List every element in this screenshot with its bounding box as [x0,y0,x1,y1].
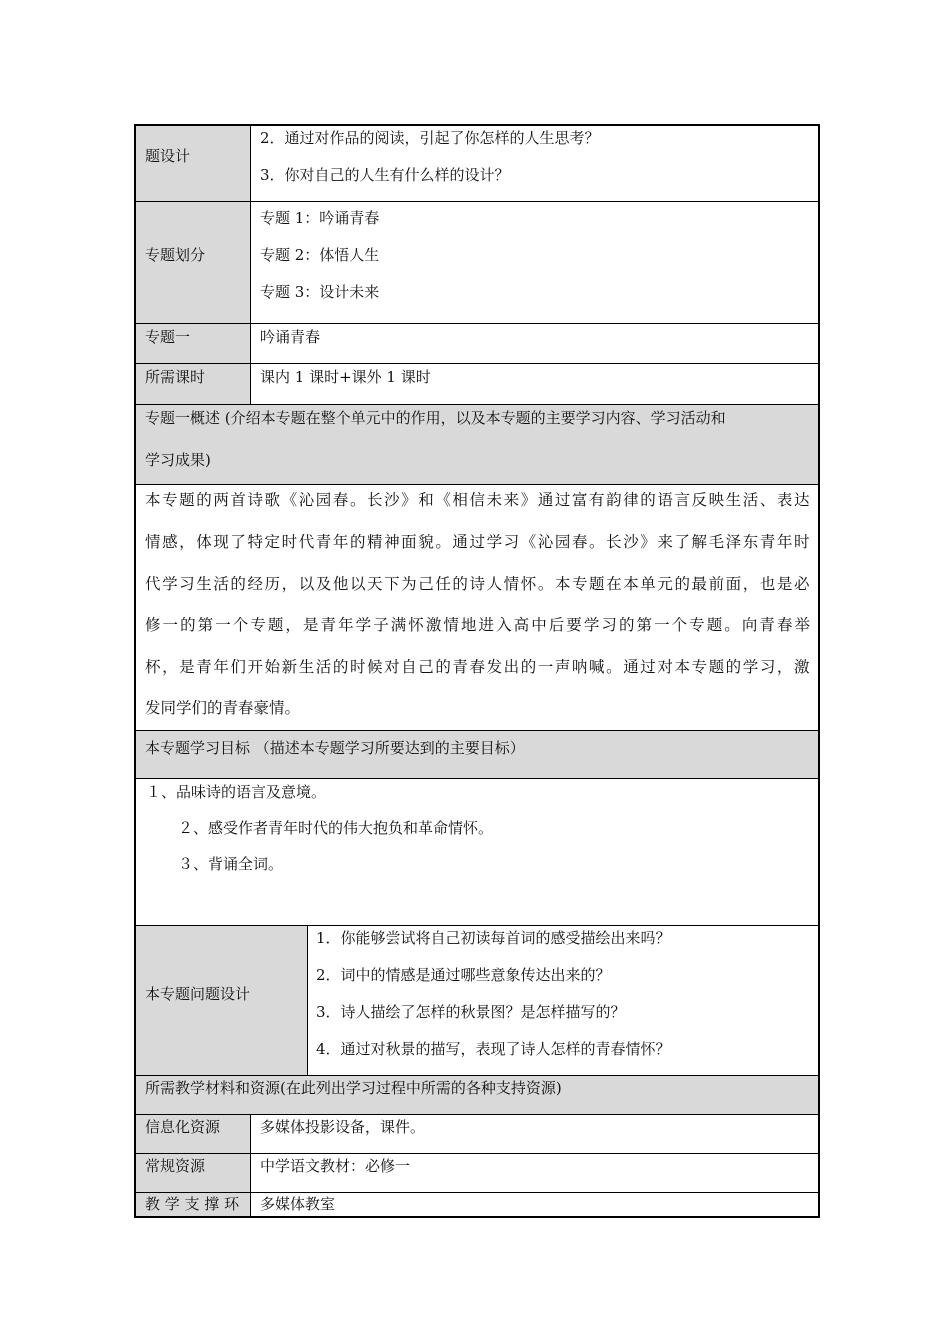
resource-value-cell [250,1192,819,1217]
design-label: 题设计 [145,147,191,165]
resources-header: 所需教学材料和资源(在此列出学习过程中所需的各种支持资源) [145,1079,562,1097]
resource-value: 多媒体投影设备，课件。 [260,1118,426,1136]
goal-item: ３、背诵全词。 [178,855,284,873]
division-label: 专题划分 [145,246,206,264]
division-item-1: 专题 1：吟诵青春 [260,209,380,227]
division-item-3: 专题 3：设计未来 [260,283,380,301]
resource-label: 教 学 支 撑 环 [145,1195,240,1213]
questions-label: 本专题问题设计 [145,985,251,1003]
goal-item: １、品味诗的语言及意境。 [146,783,327,801]
overview-header-line-1: 专题一概述 (介绍本专题在整个单元中的作用，以及本专题的主要学习内容、学习活动和 [145,409,726,427]
hours-value: 课内 1 课时+课外 1 课时 [260,368,431,386]
goals-header: 本专题学习目标 （描述本专题学习所要达到的主要目标） [145,739,525,757]
division-item-2: 专题 2：体悟人生 [260,246,380,264]
goal-item: ２、感受作者青年时代的伟大抱负和革命情怀。 [178,819,494,837]
design-line-2: 2．通过对作品的阅读，引起了你怎样的人生思考？ [260,129,600,147]
resource-label: 信息化资源 [145,1118,221,1136]
overview-paragraph-line: 发同学们的青春豪情。 [145,699,301,717]
question-item: 2．词中的情感是通过哪些意象传达出来的？ [316,966,611,984]
overview-paragraph-line: 本专题的两首诗歌《沁园春。长沙》和《相信未来》通过富有韵律的语言反映生活、表达 [145,491,812,509]
question-item: 1．你能够尝试将自己初读每首词的感受描绘出来吗？ [316,929,671,947]
hours-label: 所需课时 [145,368,206,386]
question-item: 3．诗人描绘了怎样的秋景图？是怎样描写的？ [316,1003,626,1021]
overview-paragraph-line: 杯，是青年们开始新生活的时候对自己的青春发出的一声呐喊。通过对本专题的学习，激 [145,658,812,676]
overview-paragraph-line: 情感，体现了特定时代青年的精神面貌。通过学习《沁园春。长沙》来了解毛泽东青年时 [145,533,812,551]
overview-paragraph-line: 代学习生活的经历，以及他以天下为己任的诗人情怀。本专题在本单元的最前面，也是必 [145,575,812,593]
resource-value: 多媒体教室 [260,1195,336,1213]
resource-value: 中学语文教材：必修一 [260,1157,411,1175]
topic1-label: 专题一 [145,328,191,346]
resource-label: 常规资源 [145,1157,206,1175]
topic1-value-cell [250,323,819,364]
overview-paragraph-line: 修一的第一个专题，是青年学子满怀激情地进入高中后要学习的第一个专题。向青春举 [145,616,813,634]
design-line-3: 3．你对自己的人生有什么样的设计？ [260,166,510,184]
overview-header-line-2: 学习成果) [145,451,211,469]
overview-body-cell [135,484,819,731]
question-item: 4．通过对秋景的描写，表现了诗人怎样的青春情怀？ [316,1040,671,1058]
topic1-value: 吟诵青春 [260,328,321,346]
